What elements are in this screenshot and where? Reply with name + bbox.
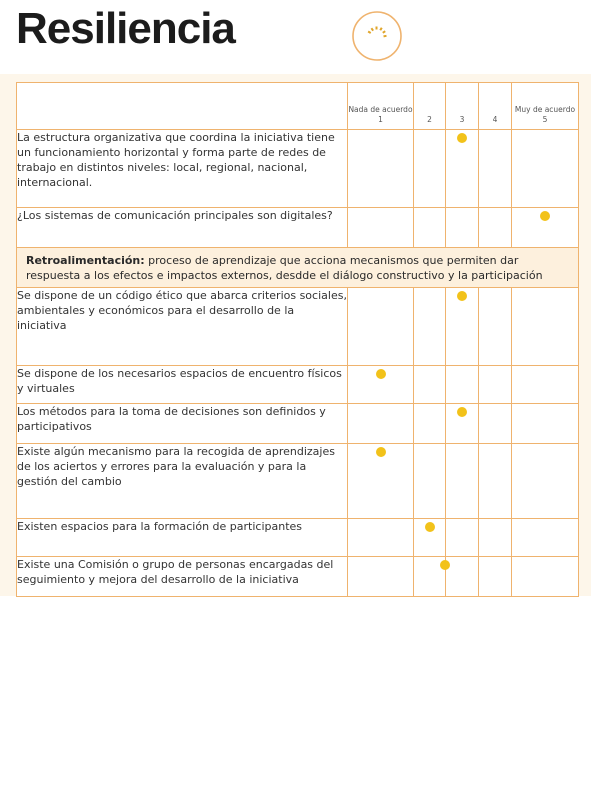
rating-cell-5[interactable] (512, 208, 579, 248)
rating-cell-4[interactable] (479, 208, 512, 248)
rating-dot (425, 522, 435, 532)
rating-dot (457, 407, 467, 417)
question-text: Existen espacios para la formación de participantes (17, 519, 348, 557)
rating-cell-3[interactable] (446, 444, 479, 519)
rating-cell-2[interactable] (414, 130, 446, 208)
header-blank-cell (17, 83, 348, 130)
rating-cell-5[interactable] (512, 519, 579, 557)
rating-cell-4[interactable] (479, 288, 512, 366)
rating-cell-3[interactable] (446, 288, 479, 366)
rating-cell-4[interactable] (479, 519, 512, 557)
scale-header-3 (446, 83, 479, 130)
rating-cell-4[interactable] (479, 404, 512, 444)
rating-cell-2[interactable] (414, 404, 446, 444)
scale-header-2 (414, 83, 446, 130)
rating-cell-2[interactable] (414, 288, 446, 366)
rating-cell-5[interactable] (512, 557, 579, 597)
scale-low-label: Nada de acuerdo (348, 105, 413, 114)
rating-dot (376, 369, 386, 379)
question-text: Los métodos para la toma de decisiones son definidos y participativos (17, 404, 348, 444)
rating-cell-1[interactable] (348, 288, 414, 366)
question-text: Existe algún mecanismo para la recogida de aprendizajes de los aciertos y errores para la evaluación y para la gestión del cambio (17, 444, 348, 519)
scale-number: 2 (427, 115, 432, 124)
rating-cell-1[interactable] (348, 444, 414, 519)
scale-header-row (17, 83, 579, 130)
scale-header-1 (348, 83, 414, 130)
question-row (17, 366, 579, 404)
scale-header-5 (512, 83, 579, 130)
rating-cell-2[interactable] (414, 557, 446, 597)
rating-cell-3[interactable] (446, 404, 479, 444)
rating-cell-1[interactable] (348, 208, 414, 248)
scale-number: 1 (378, 115, 383, 124)
rating-cell-5[interactable] (512, 130, 579, 208)
rating-cell-2[interactable] (414, 444, 446, 519)
question-row (17, 208, 579, 248)
question-row (17, 404, 579, 444)
rating-cell-3[interactable] (446, 366, 479, 404)
speedometer-gauge-icon (351, 10, 403, 62)
rating-dot (376, 447, 386, 457)
rating-cell-1[interactable] (348, 130, 414, 208)
question-text: Se dispone de un código ético que abarca criterios sociales, ambientales y económicos para el desarrollo de la iniciativa (17, 288, 348, 366)
rating-cell-1[interactable] (348, 519, 414, 557)
question-row (17, 444, 579, 519)
rating-cell-1[interactable] (348, 366, 414, 404)
rating-cell-4[interactable] (479, 366, 512, 404)
section-title: Retroalimentación: (26, 254, 145, 267)
section-description: proceso de aprendizaje que acciona mecanismos que permiten dar respuesta a los efectos e impactos externos, desdde el diálogo constructivo y la participación (26, 254, 543, 282)
question-row (17, 557, 579, 597)
question-row (17, 519, 579, 557)
question-text: ¿Los sistemas de comunicación principales son digitales? (17, 208, 348, 248)
scale-header-4 (479, 83, 512, 130)
question-row (17, 288, 579, 366)
rating-cell-4[interactable] (479, 444, 512, 519)
scale-number: 5 (542, 115, 548, 124)
rating-cell-1[interactable] (348, 404, 414, 444)
resilience-rating-table (16, 82, 579, 597)
rating-cell-3[interactable] (446, 208, 479, 248)
rating-cell-2[interactable] (414, 208, 446, 248)
scale-high-label: Muy de acuerdo (514, 105, 576, 114)
question-text: La estructura organizativa que coordina la iniciativa tiene un funcionamiento horizontal y forma parte de redes de trabajo en distintos niveles: local, regional, nacional, internacional. (17, 130, 348, 208)
section-header-cell (17, 248, 579, 288)
rating-cell-4[interactable] (479, 130, 512, 208)
question-text: Se dispone de los necesarios espacios de encuentro físicos y virtuales (17, 366, 348, 404)
scale-number: 3 (459, 115, 465, 124)
rating-cell-5[interactable] (512, 444, 579, 519)
rating-cell-3[interactable] (446, 130, 479, 208)
rating-cell-3[interactable] (446, 557, 479, 597)
rating-cell-5[interactable] (512, 366, 579, 404)
question-text: Existe una Comisión o grupo de personas encargadas del seguimiento y mejora del desarrollo de la iniciativa (17, 557, 348, 597)
rating-dot (457, 291, 467, 301)
rating-dot (457, 133, 467, 143)
rating-cell-1[interactable] (348, 557, 414, 597)
rating-cell-2[interactable] (414, 519, 446, 557)
rating-cell-5[interactable] (512, 404, 579, 444)
rating-cell-2[interactable] (414, 366, 446, 404)
rating-cell-4[interactable] (479, 557, 512, 597)
rating-dot (540, 211, 550, 221)
page-title: Resiliencia (16, 4, 235, 53)
scale-number: 4 (492, 115, 498, 124)
rating-cell-5[interactable] (512, 288, 579, 366)
question-row (17, 130, 579, 208)
section-header-row (17, 248, 579, 288)
rating-cell-3[interactable] (446, 519, 479, 557)
